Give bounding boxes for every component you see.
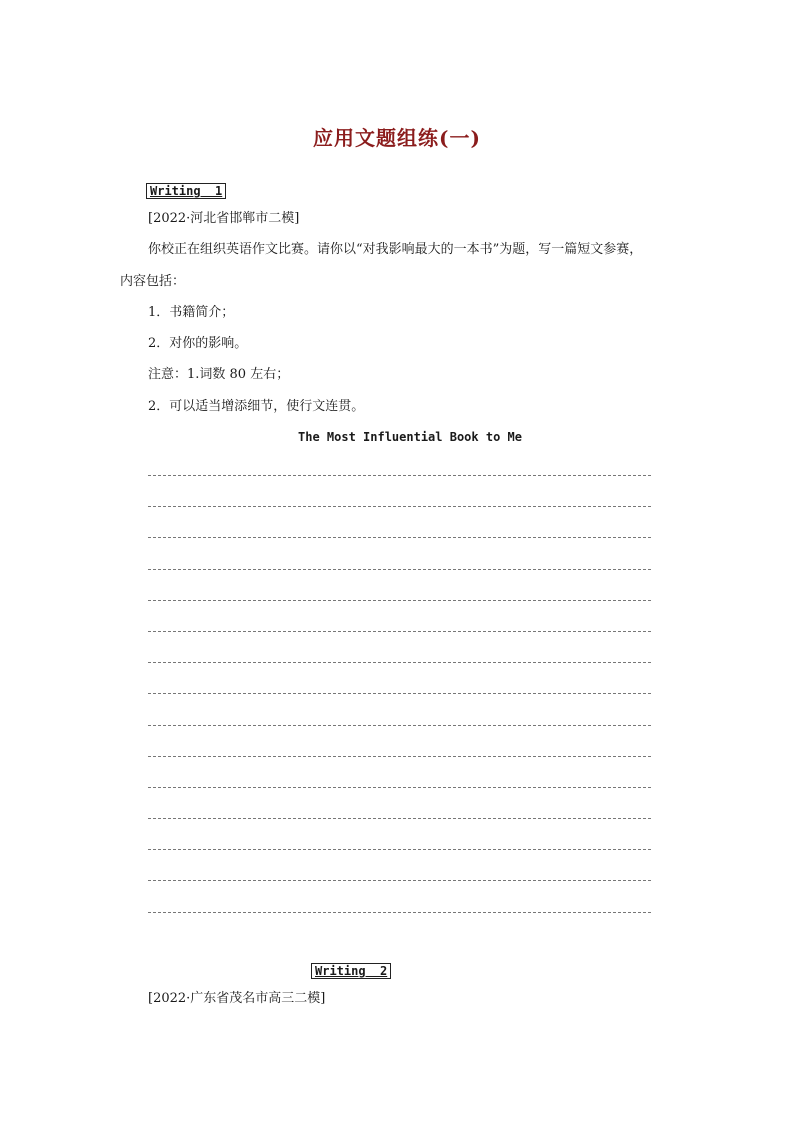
essay-title: The Most Influential Book to Me <box>298 430 522 444</box>
answer-line <box>148 693 651 694</box>
answer-line <box>148 756 651 757</box>
writing-1-source: [2022·河北省邯郸市二模] <box>148 211 300 226</box>
answer-lines <box>148 475 651 943</box>
answer-line <box>148 880 651 881</box>
answer-line <box>148 787 651 788</box>
writing-1-prompt-line-1: 你校正在组织英语作文比赛。请你以“对我影响最大的一本书”为题，写一篇短文参赛， <box>148 242 643 257</box>
answer-line <box>148 912 651 913</box>
answer-line <box>148 662 651 663</box>
writing-1-prompt-line-2: 内容包括： <box>120 274 186 289</box>
answer-line <box>148 537 651 538</box>
writing-2-source: [2022·广东省茂名市高三二模] <box>148 991 326 1006</box>
answer-line <box>148 506 651 507</box>
answer-line <box>148 725 651 726</box>
answer-line <box>148 849 651 850</box>
answer-line <box>148 600 651 601</box>
writing-1-note-2: 2．可以适当增添细节，使行文连贯。 <box>148 399 365 414</box>
answer-line <box>148 569 651 570</box>
page-title: 应用文题组练(一) <box>313 126 481 150</box>
writing-2-tag: Writing 2 <box>311 963 391 979</box>
writing-1-note-1: 注意：1.词数 80 左右； <box>148 367 290 382</box>
writing-1-item-1: 1．书籍简介； <box>148 305 235 320</box>
writing-1-item-2: 2．对你的影响。 <box>148 336 248 351</box>
answer-line <box>148 475 651 476</box>
answer-line <box>148 631 651 632</box>
writing-1-tag: Writing 1 <box>146 183 226 199</box>
answer-line <box>148 818 651 819</box>
